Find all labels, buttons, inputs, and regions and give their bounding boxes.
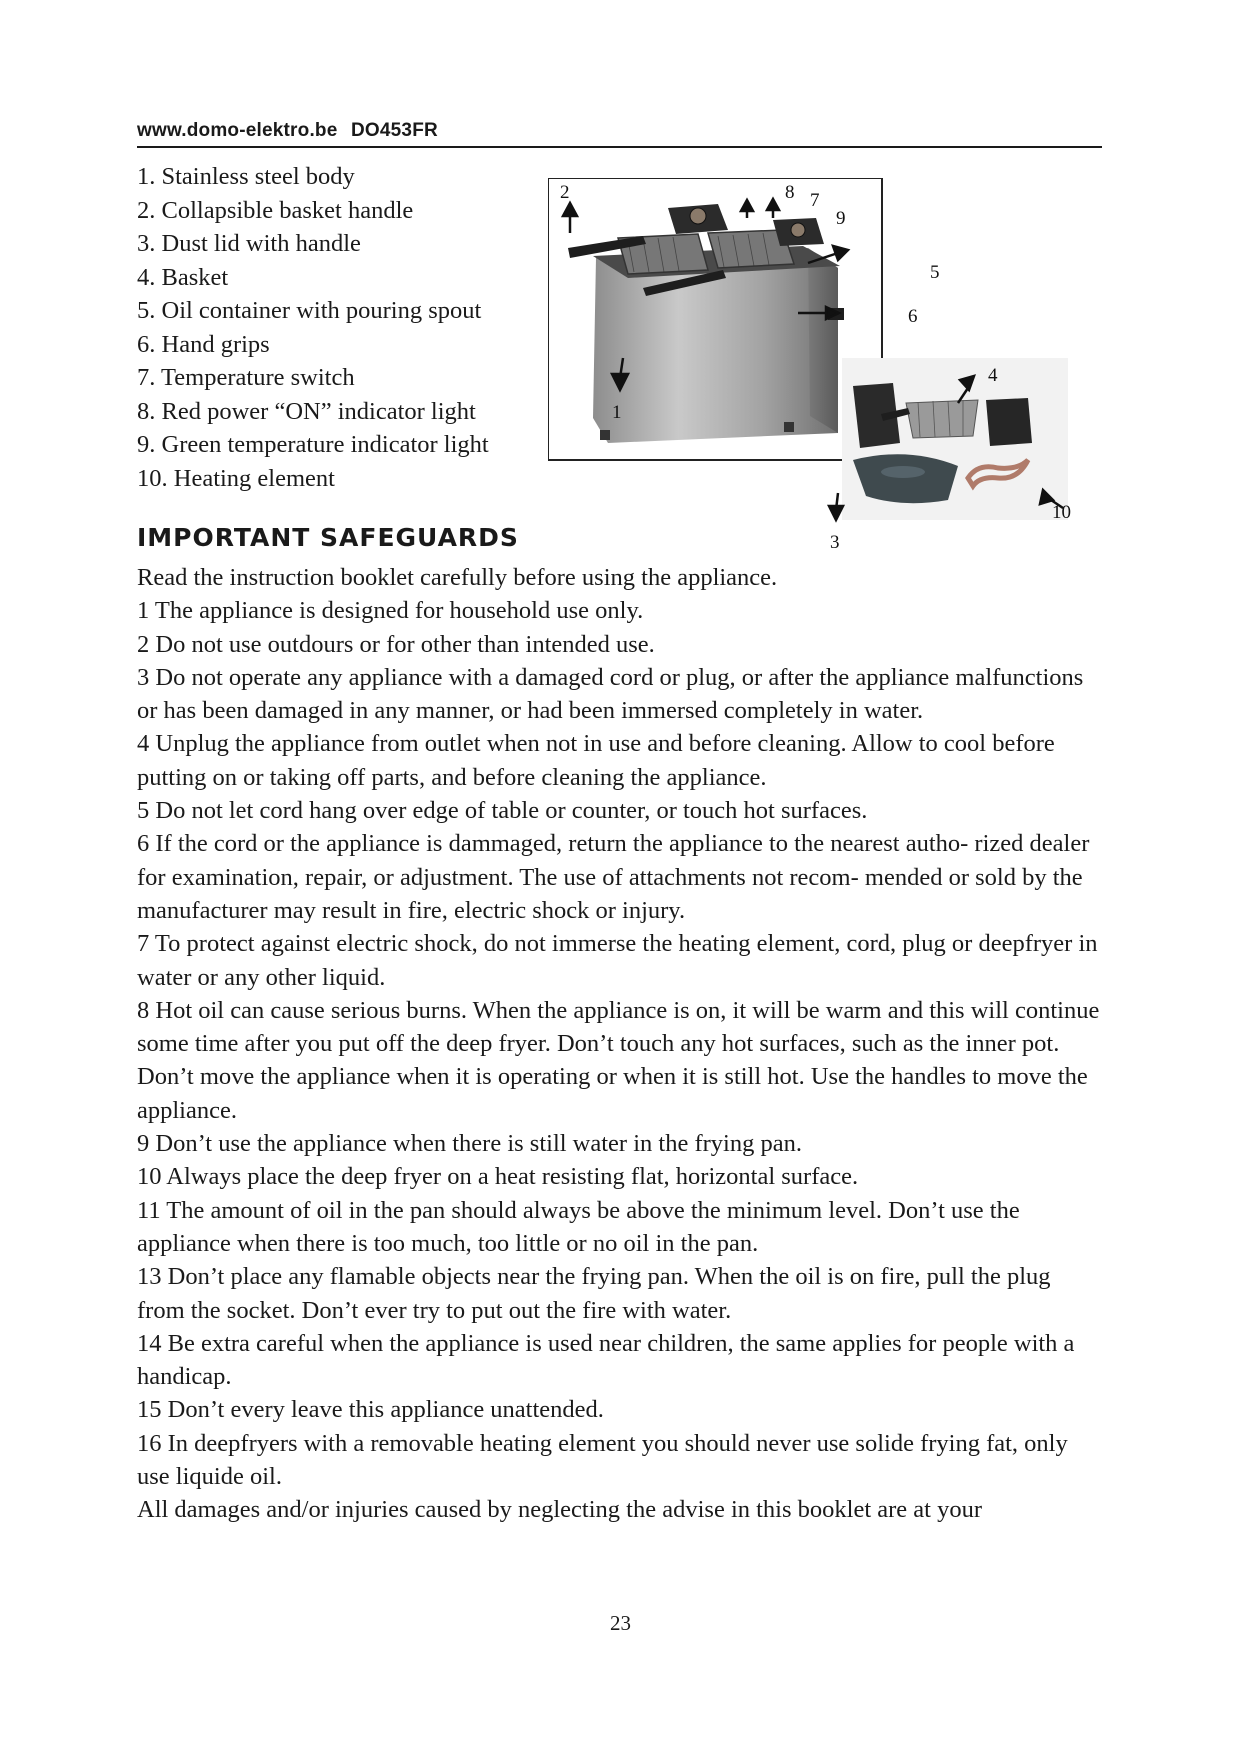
paragraph: 16 In deepfryers with a removable heating element you should never use solide frying fat, only use liquide oil. — [137, 1429, 1068, 1491]
page-header — [137, 120, 1102, 148]
list-item: 3. Dust lid with handle — [137, 230, 361, 257]
callout-1: 1 — [612, 402, 622, 423]
parts-photo — [842, 358, 1068, 520]
callout-7: 7 — [810, 190, 820, 211]
paragraph: 3 Do not operate any appliance with a damaged cord or plug, or after the appliance malfunctions or has been damaged in any manner, or had been immersed completely in water. — [137, 663, 1084, 725]
callout-5: 5 — [930, 262, 940, 283]
page-number: 23 — [610, 1611, 631, 1635]
list-item: 4. Basket — [137, 263, 229, 291]
safeguards-body — [137, 561, 1103, 1527]
parts-list — [137, 160, 489, 495]
paragraph: 8 Hot oil can cause serious burns. When the appliance is on, it will be warm and this will continue some time after you put off the deep fryer. Don’t touch any hot surfaces, such as the inner pot. — [137, 996, 1100, 1058]
paragraph: All damages and/or injuries caused by neglecting the advise in this booklet are at your — [137, 1496, 983, 1524]
callout-3: 3 — [830, 532, 840, 553]
callout-4: 4 — [988, 365, 998, 386]
paragraph: 13 Don’t place any flamable objects near the frying pan. When the oil is on fire, pull the plug from the socket. Don’t ever try to put out the fire with water. — [137, 1263, 1051, 1324]
appliance-figure — [548, 178, 1088, 558]
model-number: DO453FR — [351, 120, 438, 141]
paragraph: 7 To protect against electric shock, do not immerse the heating element, cord, plug or deepfryer in water or any other liquid. — [137, 930, 1098, 991]
paragraph: 9 Don’t use the appliance when there is still water in the frying pan. — [137, 1130, 802, 1158]
list-item: 9. Green temperature indicator light — [137, 431, 489, 458]
paragraph: Read the instruction booklet carefully before using the appliance. — [137, 564, 778, 591]
website-url: www.domo-elektro.be — [137, 120, 338, 141]
paragraph: 14 Be extra careful when the appliance is used near children, the same applies for people with a handicap. — [137, 1329, 1075, 1391]
list-item: 7. Temperature switch — [137, 364, 355, 391]
callout-2: 2 — [560, 182, 570, 203]
list-item: 5. Oil container with pouring spout — [137, 297, 482, 324]
paragraph: 4 Unplug the appliance from outlet when not in use and before cleaning. Allow to cool before putting on or taking off parts, and before cleaning the appliance. — [137, 730, 1055, 791]
list-item: 1. Stainless steel body — [137, 163, 355, 190]
paragraph: 11 The amount of oil in the pan should always be above the minimum level. Don’t use the appliance when there is too much, too little or no oil in the pan. — [137, 1196, 1020, 1257]
paragraph: 2 Do not use outdours or for other than intended use. — [137, 630, 655, 658]
list-item: 2. Collapsible basket handle — [137, 196, 414, 224]
list-item: 8. Red power “ON” indicator light — [137, 397, 476, 425]
list-item: 6. Hand grips — [137, 330, 270, 358]
callout-10: 10 — [1052, 502, 1071, 523]
paragraph: 15 Don’t every leave this appliance unattended. — [137, 1396, 604, 1424]
paragraph: Don’t move the appliance when it is operating or when it is still hot. Use the handles to move the appliance. — [137, 1063, 1088, 1124]
paragraph: 1 The appliance is designed for household use only. — [137, 597, 644, 625]
section-heading: IMPORTANT SAFEGUARDS — [137, 523, 519, 552]
paragraph: 10 Always place the deep fryer on a heat resisting flat, horizontal surface. — [137, 1163, 859, 1191]
paragraph: 5 Do not let cord hang over edge of table or counter, or touch hot surfaces. — [137, 797, 868, 825]
paragraph: 6 If the cord or the appliance is dammaged, return the appliance to the nearest autho- rized dealer for examination, repair, or adjustment. The use of attachments not recom- mended or sold by the manufacturer may result in fire, electric shock or injury. — [137, 830, 1090, 924]
callout-9: 9 — [836, 208, 846, 229]
callout-6: 6 — [908, 306, 918, 327]
callout-8: 8 — [785, 182, 795, 203]
list-item: 10. Heating element — [137, 464, 335, 492]
